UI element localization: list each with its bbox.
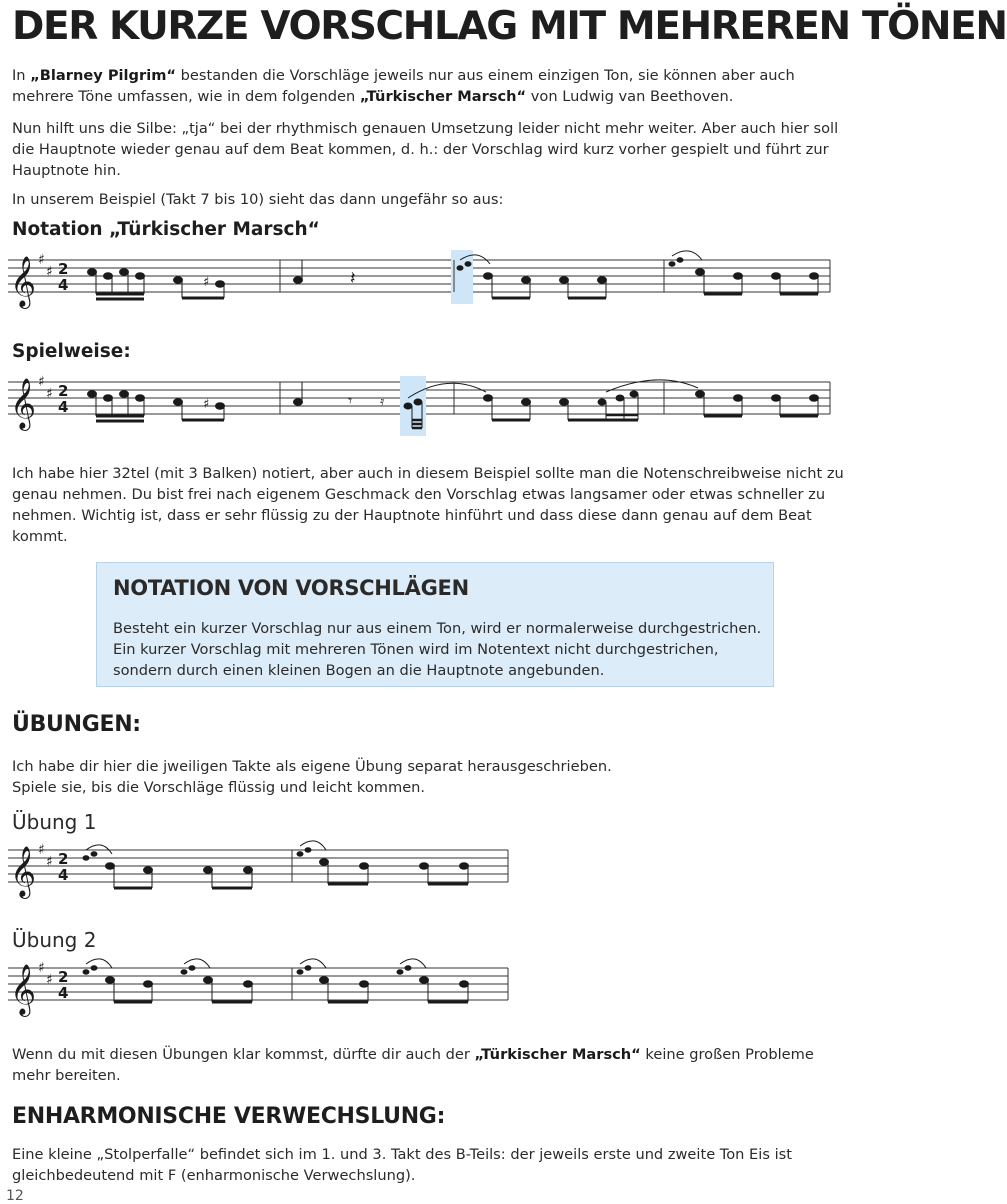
sharp-glyph: ♯ [46,264,53,280]
closing-text: Wenn du mit diesen Übungen klar kommst, dürfte dir auch der [12,1046,475,1063]
time-signature-top: 2 [58,260,69,278]
intro-paragraph-2: Nun hilft uns die Silbe: „tja“ bei der rhythmisch genauen Umsetzung leider nicht mehr weiter. Aber auch hier soll die Hauptnote wieder genau auf dem Beat kommen, d. h.: der Vorschlag wird kurz vorher gespielt und führt zur Hauptnote hin. [12,120,839,179]
closing-paragraph [12,1044,847,1086]
time-signature-top: 2 [58,850,69,868]
notes-measure-4 [669,251,819,294]
time-signature-bottom: 4 [58,398,69,416]
enharmonic-heading: ENHARMONISCHE VERWECHSLUNG: [12,1104,446,1129]
intro-text: In [12,67,31,84]
time-signature-top: 2 [58,382,69,400]
notes-measure-2 [297,959,469,1002]
time-signature-bottom: 4 [58,276,69,294]
notation-heading: Notation „Türkischer Marsch“ [12,219,320,240]
song-reference-marsch: „Türkischer Marsch“ [359,88,527,105]
staff-notation [8,250,846,310]
svg-text:♯: ♯ [203,275,210,290]
closing-text: keine großen Probleme mehr bereiten. [12,1046,814,1084]
staff-spielweise [8,372,846,436]
sharp-glyph: ♯ [46,972,53,988]
notes-measure-2 [297,841,469,884]
info-box-text: Besteht ein kurzer Vorschlag nur aus einem Ton, wird er normalerweise durchgestrichen. Ein kurzer Vorschlag mit mehreren Tönen wird im Notentext nicht durchgestrichen, sondern durch einen kleinen Bogen an die Hauptnote angebunden. [113,620,762,679]
info-box-title: NOTATION VON VORSCHLÄGEN [113,576,469,600]
song-reference-blarney: „Blarney Pilgrim“ [30,67,176,84]
uebung-2-label: Übung 2 [12,928,97,952]
sharp-glyph: ♯ [38,252,45,268]
notes-measure-1 [83,959,253,1002]
explanation-paragraph: Ich habe hier 32tel (mit 3 Balken) notiert, aber auch in diesem Beispiel sollte man die Notenschreibweise nicht zu genau nehmen. Du bist frei nach eigenem Geschmack den Vorschlag etwas langsamer oder etwas schneller zu nehmen. Wichtig ist, dass er sehr flüssig zu der Hauptnote hinführt und dass diese dann genau auf dem Beat kommt. [12,465,844,545]
page-title: DER KURZE VORSCHLAG MIT MEHREREN TÖNEN [12,4,1007,49]
uebungen-heading: ÜBUNGEN: [12,712,141,737]
sharp-glyph: ♯ [46,386,53,402]
treble-clef-icon: 𝄞 [10,256,37,307]
uebungen-text: Ich habe dir hier die jweiligen Takte als eigene Übung separat herausgeschrieben. Spiele sie, bis die Vorschläge flüssig und leicht kommen. [12,758,612,796]
treble-clef-icon: 𝄞 [10,846,37,897]
spielweise-heading: Spielweise: [12,341,131,362]
treble-clef-icon: 𝄞 [10,964,37,1015]
svg-text:𝄽: 𝄽 [350,268,356,289]
sharp-glyph: ♯ [38,960,45,976]
staff-lines [8,260,830,292]
time-signature-top: 2 [58,968,69,986]
sharp-glyph: ♯ [46,854,53,870]
staff-lines [8,850,508,882]
notes-measure-2 [294,260,356,289]
sharp-glyph: ♯ [38,374,45,390]
intro-text: von Ludwig van Beethoven. [526,88,734,105]
enharmonic-text: Eine kleine „Stolperfalle“ befindet sich im 1. und 3. Takt des B-Teils: der jeweils erste und zweite Ton Eis ist gleichbedeutend mit F (enharmonische Verwechslung). [12,1146,792,1184]
svg-text:♯: ♯ [203,397,210,412]
svg-text:𝄾: 𝄾 [348,391,353,410]
svg-text:𝄿: 𝄿 [380,394,385,410]
song-reference-marsch: „Türkischer Marsch“ [474,1046,641,1063]
time-signature-bottom: 4 [58,984,69,1002]
uebung-1-label: Übung 1 [12,810,97,834]
page-number: 12 [6,1188,24,1204]
time-signature-bottom: 4 [58,866,69,884]
intro-paragraph-1 [12,65,847,107]
staff-uebung-2 [8,958,528,1018]
sharp-glyph: ♯ [38,842,45,858]
intro-text: bestanden die Vorschläge jeweils nur aus einem einzigen Ton, sie können aber auch mehrere Töne umfassen, wie in dem folgenden [12,67,795,105]
notes-measure-2 [294,382,487,428]
treble-clef-icon: 𝄞 [10,378,37,429]
intro-paragraph-3: In unserem Beispiel (Takt 7 bis 10) sieht das dann ungefähr so aus: [12,191,504,208]
notes-measure-4 [696,391,819,416]
staff-uebung-1 [8,840,528,900]
info-box [96,562,774,687]
